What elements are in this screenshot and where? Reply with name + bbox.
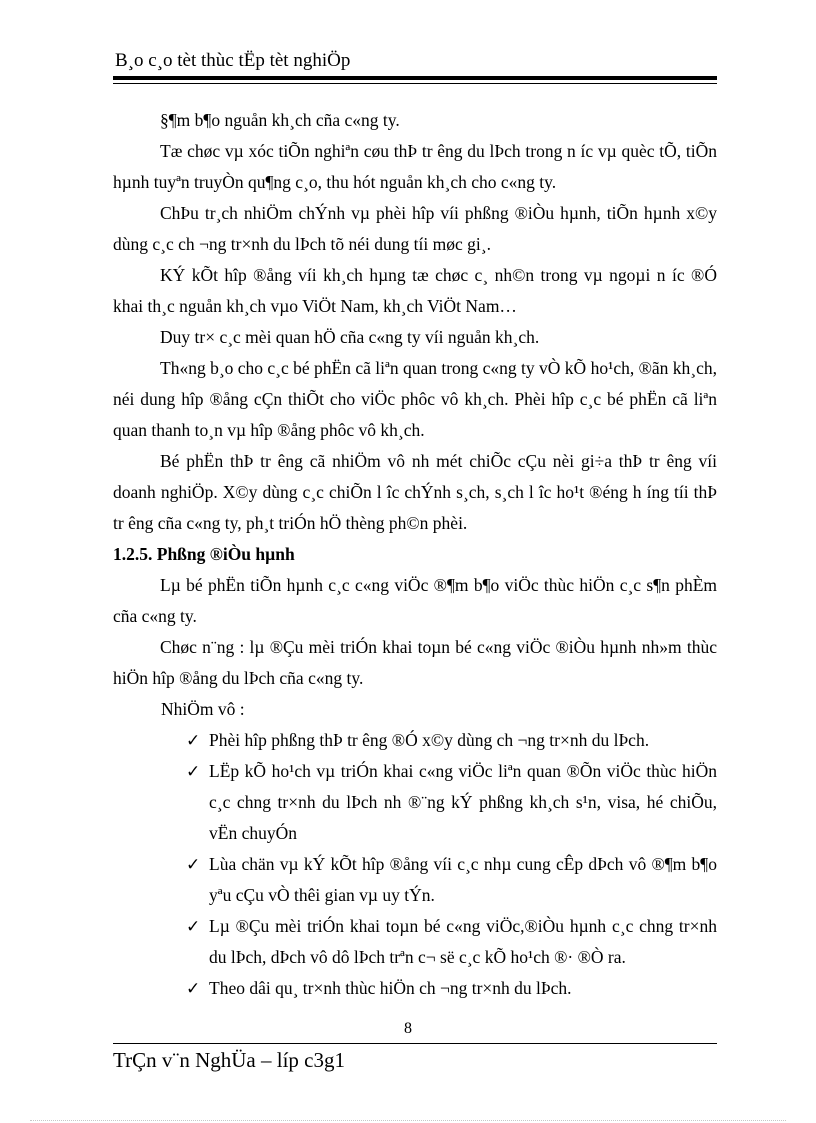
- check-icon: ✓: [186, 979, 201, 998]
- paragraph: Th«ng b¸o cho c¸c bé phËn cã liªn quan trong c«ng ty vÒ kÕ ho¹ch, ®ãn kh¸ch, néi dung hîp ®ång cÇn thiÕt cho viÖc phôc vô kh¸ch. Phèi hîp c¸c bé phËn cã liªn quan thanh to¸n vµ hîp ®ång phôc vô kh¸ch.: [113, 358, 717, 440]
- paragraph: KÝ kÕt hîp ®ång víi kh¸ch hµng tæ chøc c¸ nh©n trong vµ ngoµi n íc ®Ó khai th¸c nguån kh¸ch vµo ViÖt Nam, kh¸ch ViÖt Nam…: [113, 265, 717, 316]
- check-icon: ✓: [186, 917, 201, 936]
- page-footer: TrÇn v¨n NghÜa – líp c3g1: [113, 1048, 345, 1072]
- list-item-text: Phèi hîp phßng thÞ tr êng ®Ó x©y dùng ch ¬ng tr×nh du lÞch.: [209, 730, 650, 750]
- list-item: [113, 756, 717, 849]
- page-number: 8: [404, 1020, 412, 1037]
- paragraph: Bé phËn thÞ tr êng cã nhiÖm vô nh mét chiÕc cÇu nèi gi÷a thÞ tr êng víi doanh nghiÖp. X©y dùng c¸c chiÕn l îc chÝnh s¸ch, s¸ch l îc ho¹t ®éng h íng tíi thÞ tr êng cña c«ng ty, ph¸t triÓn hÖ thèng ph©n phèi.: [113, 451, 717, 533]
- paragraph: Lµ bé phËn tiÕn hµnh c¸c c«ng viÖc ®¶m b¶o viÖc thùc hiÖn c¸c s¶n phÈm cña c«ng ty.: [113, 575, 717, 626]
- section-heading: 1.2.5. Phßng ®iÒu hµnh: [113, 544, 295, 564]
- paragraph: Chøc n¨ng : lµ ®Çu mèi triÓn khai toµn bé c«ng viÖc ®iÒu hµnh nh»m thùc hiÖn hîp ®ång du lÞch cña c«ng ty.: [113, 637, 717, 688]
- paragraph: §¶m b¶o nguån kh¸ch cña c«ng ty.: [160, 110, 400, 130]
- page-edge-dotted-line: [30, 1120, 786, 1121]
- paragraph: Duy tr× c¸c mèi quan hÖ cña c«ng ty víi nguån kh¸ch.: [160, 327, 540, 347]
- paragraph: ChÞu tr¸ch nhiÖm chÝnh vµ phèi hîp víi phßng ®iÒu hµnh, tiÕn hµnh x©y dùng c¸c ch ¬ng tr×nh du lÞch tõ néi dung tíi møc gi¸.: [113, 203, 717, 254]
- check-icon: ✓: [186, 731, 201, 750]
- list-item: [113, 849, 717, 911]
- document-body: [113, 105, 717, 1004]
- check-icon: ✓: [186, 762, 201, 781]
- list-item-text: Lµ ®Çu mèi triÓn khai toµn bé c«ng viÖc,®iÒu hµnh c¸c chng tr×nh du lÞch, dÞch vô dô lÞch trªn c¬ së c¸c kÕ ho¹ch ®· ®Ò ra.: [209, 916, 717, 967]
- list-item-text: Lùa chän vµ kÝ kÕt hîp ®ång víi c¸c nhµ cung cÊp dÞch vô ®¶m b¶o yªu cÇu vÒ thêi gian vµ uy tÝn.: [209, 854, 717, 905]
- check-icon: ✓: [186, 855, 201, 874]
- page-header: B¸o c¸o tèt thùc tËp tèt nghiÖp: [115, 50, 351, 71]
- duties-list: [113, 725, 717, 1004]
- list-item-text: Theo dâi qu¸ tr×nh thùc hiÖn ch ¬ng tr×nh du lÞch.: [209, 978, 572, 998]
- list-item: [113, 725, 717, 756]
- paragraph: Tæ chøc vµ xóc tiÕn nghiªn cøu thÞ tr êng du lÞch trong n íc vµ quèc tÕ, tiÕn hµnh tuyªn truyÒn qu¶ng c¸o, thu hót nguån kh¸ch cho c«ng ty.: [113, 141, 717, 192]
- footer-rule: [113, 1043, 717, 1044]
- duties-label: NhiÖm vô :: [161, 699, 245, 719]
- header-rule-thin: [113, 83, 717, 84]
- header-rule-thick: [113, 76, 717, 80]
- list-item: [113, 911, 717, 973]
- list-item: [113, 973, 717, 1004]
- list-item-text: LËp kÕ ho¹ch vµ triÓn khai c«ng viÖc liªn quan ®Õn viÖc thùc hiÖn c¸c chng tr×nh du lÞch nh ®¨ng kÝ phßng kh¸ch s¹n, visa, hé chiÕu, vËn chuyÓn: [209, 761, 717, 843]
